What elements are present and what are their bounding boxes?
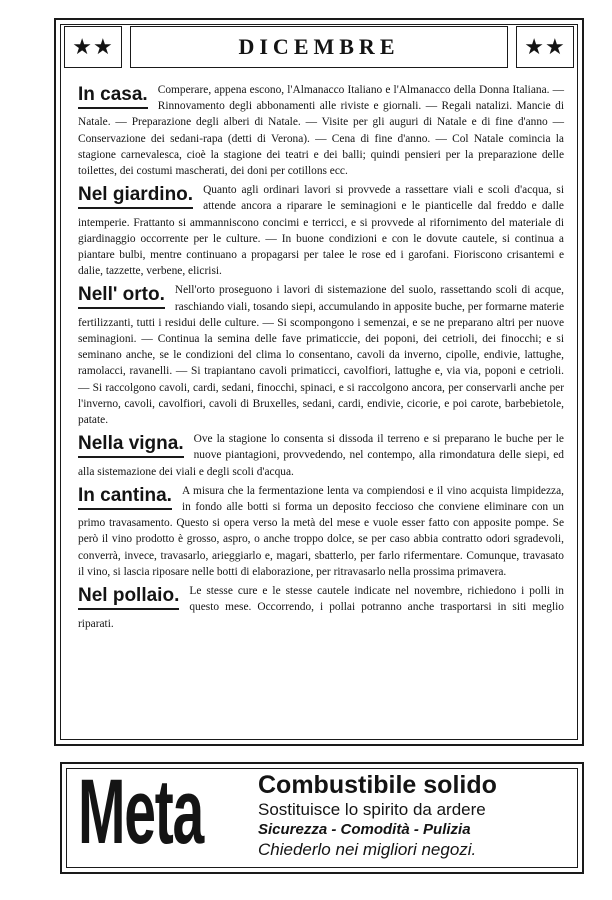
month-title: DICEMBRE (130, 26, 508, 68)
section-in-cantina (78, 483, 564, 580)
ad-title: Combustibile solido (258, 771, 497, 799)
section-text: Nell'orto proseguono i lavori di sistemazione del suolo, rassettando scoli di acque, raschiando viali, tosando siepi, accumulando in apposite buche, per formarne materie fertilizzanti, tutti i residui delle culture. — Si scompongono i semenzai, e se ne preparano altri per nuove seminagioni. — Continua la semina delle fave primaticcie, dei poponi, dei cetrioli, dei finocchi; e si seminano anche, se le condizioni del clima lo consentano, cavoli da inverno, cipolle, endivie, lattughe, ramolacci, ravanelli. — Si trapiantano cavoli primaticci, cavolfiori, lattughe e, via via, poponi e cetrioli. — Si raccolgono cavoli, cardi, sedani, finocchi, spinaci, e si raccolgono ancora, per conservarli anche per l'inverno, cavoli, cavolfiori, cavoli di Bruxelles, sedani, cardi, endivie, cicorie, e poi carote, barbebietole, patate. (78, 284, 564, 427)
brand-logo: Meta (78, 761, 203, 863)
stars-left: ★★ (64, 26, 122, 68)
section-nel-pollaio (78, 583, 564, 632)
section-nel-giardino (78, 182, 564, 279)
section-heading: In casa. (78, 85, 148, 109)
ad-call-to-action: Chiederlo nei migliori negozi. (258, 840, 477, 859)
section-text: Quanto agli ordinari lavori si provvede a rassettare viali e scoli d'acqua, si attende ancora a riparare le seminagioni e le pianticelle dal freddo e dalle intemperie. Frattanto si ammanniscono concimi e terricci, e si provvede al rifornimento del materiale di giardinaggio occorrente per le culture. — In buone condizioni e con le dovute cautele, si continua a piantare bulbi, mentre continuano a propagarsi per talee le rose ed i garofani. Fioriscono crisantemi e dalie, tazzette, verbene, elicrisi. (78, 184, 564, 278)
section-text: Le stesse cure e le stesse cautele indicate nel novembre, richiedono i polli in questo mese. Occorrendo, i pollai potranno anche trasportarsi in siti meglio riparati. (78, 585, 564, 630)
stars-right: ★★ (516, 26, 574, 68)
section-heading: Nel pollaio. (78, 586, 179, 610)
ad-features: Sicurezza - Comodità - Pulizia (258, 821, 471, 838)
calendar-frame (54, 18, 584, 746)
section-in-casa (78, 82, 564, 179)
section-heading: In cantina. (78, 486, 172, 510)
section-heading: Nell' orto. (78, 285, 165, 309)
sections-content (78, 82, 564, 635)
ad-copy (258, 770, 574, 860)
section-text: Ove la stagione lo consenta si dissoda il terreno e si preparano le buche per le nuove piantagioni, provvedendo, nel contempo, alla rimondatura delle siepi, ed alla sistemazione dei viali e degli scoli d'acqua. (78, 433, 564, 478)
month-header (64, 26, 574, 68)
section-text: A misura che la fermentazione lenta va compiendosi e il vino acquista limpidezza, in fondo alle botti si forma un deposito feccioso che conviene eliminare con un primo travasamento. Questo si opera verso la metà del mese e vuole esser fatto con apposite pompe. Se però il vino prodotto è grosso, aspro, o anche troppo dolce, se per caso abbia contratto odori sgradevoli, converrà, invece, travasarlo, arieggiarlo e, magari, sbatterlo, per farlo rifermentare. Comunque, travasato il vino, si lascia riposare nelle botti di elaborazione, per ritravasarlo nella prossima primavera. (78, 484, 564, 578)
ad-subtitle: Sostituisce lo spirito da ardere (258, 800, 486, 819)
section-nella-vigna (78, 431, 564, 480)
section-nell-orto (78, 282, 564, 428)
meta-advertisement (60, 762, 584, 874)
section-heading: Nel giardino. (78, 185, 193, 209)
section-text: Comperare, appena escono, l'Almanacco Italiano e l'Almanacco della Donna Italiana. — Rinnovamento degli abbonamenti alle riviste e giornali. — Regali natalizi. Mancie di Natale. — Preparazione degli alberi di Natale. — Visite per gli auguri di Natale e di fine d'anno — Conservazione dei sedani-rapa (detti di Verona). — Cena di fine d'anno. — Col Natale comincia la stagione carnevalesca, cioè la stagione dei teatri e dei balli; quindi pensieri per la preparazione delle toilettes, dei costumi mascherati, dei doni per cotillons ecc. (78, 84, 564, 178)
section-heading: Nella vigna. (78, 434, 184, 458)
